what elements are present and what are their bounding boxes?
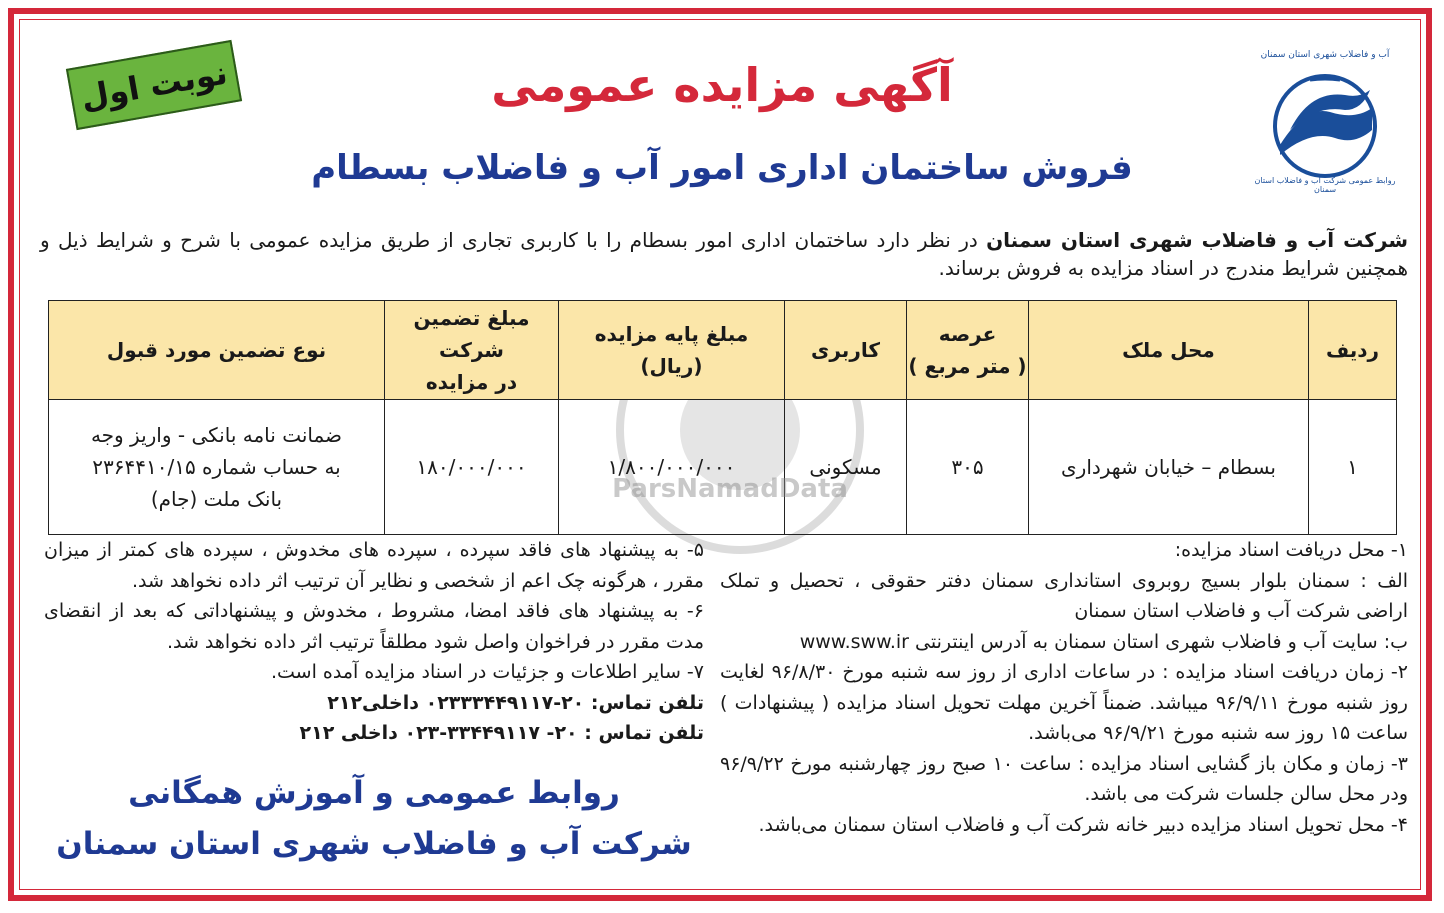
header-guarantee-type: نوع تضمین مورد قبول [49,301,385,400]
intro-paragraph [40,226,1408,282]
table-row [49,400,1397,535]
cell-row-number: ۱ [1309,400,1397,535]
header-row-number: ردیف [1309,301,1397,400]
condition-6: ۶- به پیشنهاد های فاقد امضا، مشروط ، مخدوش و پیشنهاداتی که بعد از انقضای مدت مقرر در فراخوان واصل شود مطلقاً ترتیب اثر داده نخواهد شد. [44,600,704,653]
logo-top-text: آب و فاضلاب شهری استان سمنان [1260,50,1390,60]
page-title: آگهی مزایده عمومی [491,58,953,112]
footer-department: روابط عمومی و آموزش همگانی [128,775,620,811]
condition-2: ۲- زمان دریافت اسناد مزایده : در ساعات اداری از روز سه شنبه مورخ ۹۶/۸/۳۰ لغایت روز شنبه مورخ ۹۶/۹/۱۱ میباشد. ضمناً آخرین مهلت تحویل اسناد مزایده ( پیشنهادات ) ساعت ۱۵ روز سه شنبه مورخ ۹۶/۹/۲۱ می‌باشد. [720,661,1409,744]
header-guarantee-amount: مبلغ تضمین شرکت در مزایده [385,301,559,400]
phone-line-2: تلفن تماس : ۲۰- ۳۳۴۴۹۱۱۷-۰۲۳ داخلی ۲۱۲ [299,722,704,744]
badge-label: نوبت اول [77,53,231,117]
cell-usage: مسکونی [785,400,907,535]
page-subtitle: فروش ساختمان اداری امور آب و فاضلاب بسطام [311,148,1133,188]
cell-base-price: ۱/۸۰۰/۰۰۰/۰۰۰ [559,400,785,535]
condition-1a: الف : سمنان بلوار بسیج روبروی استانداری سمنان دفتر حقوقی ، تحصیل و تملک اراضی شرکت آب و فاضلاب استان سمنان [720,569,1408,622]
condition-1b: ب: سایت آب و فاضلاب شهری استان سمنان به آدرس اینترنتی www.sww.ir [799,630,1408,653]
footer-company: شرکت آب و فاضلاب شهری استان سمنان [56,826,692,862]
cell-area: ۳۰۵ [907,400,1029,535]
phone-line-1: تلفن تماس: ۲۰-۰۲۳۳۳۴۴۹۱۱۷ داخلی۲۱۲ [327,691,704,714]
logo-bottom-text: روابط عمومی شرکت آب و فاضلاب استان سمنان [1254,176,1396,194]
condition-5: ۵- به پیشنهاد های فاقد سپرده ، سپرده های مخدوش ، سپرده های کمتر از میزان مقرر ، هرگونه چک اعم از شخصی و نظایر آن ترتیب اثر داده نخواهد شد. [44,539,704,592]
condition-1: ۱- محل دریافت اسناد مزایده: [1174,539,1408,561]
header-location: محل ملک [1029,301,1309,400]
conditions-right-column [720,535,1408,840]
table-header-row [49,301,1397,400]
cell-guarantee-amount: ۱۸۰/۰۰۰/۰۰۰ [385,400,559,535]
intro-company: شرکت آب و فاضلاب شهری استان سمنان [986,228,1408,252]
intro-text: در نظر دارد ساختمان اداری امور بسطام را با کاربری تجاری از طریق مزایده عمومی با شرح و شرایط ذیل و همچنین شرایط مندرج در اسناد مزایده به فروش برساند. [40,228,1408,280]
website-link[interactable]: www.sww.ir [799,630,909,653]
header-usage: کاربری [785,301,907,400]
condition-7: ۷- سایر اطلاعات و جزئیات در اسناد مزایده آمده است. [270,661,704,683]
condition-3: ۳- زمان و مکان باز گشایی اسناد مزایده : ساعت ۱۰ صبح روز چهارشنبه مورخ ۹۶/۹/۲۲ ودر محل سالن جلسات شرکت می باشد. [720,752,1408,805]
cell-location: بسطام – خیابان شهرداری [1029,400,1309,535]
condition-4: ۴- محل تحویل اسناد مزایده دبیر خانه شرکت آب و فاضلاب استان سمنان می‌باشد. [758,813,1408,836]
cell-guarantee-type: ضمانت نامه بانکی - واریز وجه به حساب شماره ۲۳۶۴۴۱۰/۱۵ بانک ملت (جام) [49,400,385,535]
conditions-left-column [44,535,704,749]
watermark-text: ParsNamadData [612,474,848,504]
header-area: عرصه ( متر مربع ) [907,301,1029,400]
header-base-price: مبلغ پایه مزایده (ریال) [559,301,785,400]
